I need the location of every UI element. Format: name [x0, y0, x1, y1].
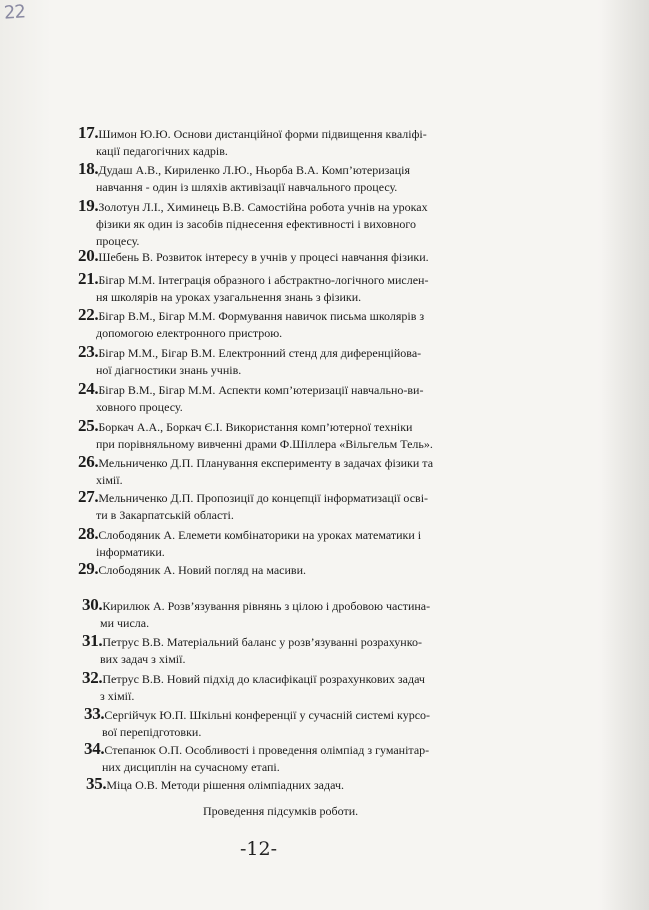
list-item: [78, 343, 421, 379]
item-text-cont: ти в Закарпатській області.: [96, 508, 234, 522]
item-text: Шебень В. Розвиток інтересу в учнів у процесі навчання фізики.: [98, 250, 429, 264]
list-item: [78, 306, 424, 342]
item-text: Кирилюк А. Розв’язування рівнянь з цілою і дробовою частина-: [102, 599, 431, 613]
item-text: Мельниченко Д.П. Планування експерименту в задачах фізики та: [98, 456, 434, 470]
item-text: Сергійчук Ю.П. Шкільні конференції у сучасній системі курсо-: [104, 708, 431, 722]
item-text-cont: хімії.: [96, 473, 123, 487]
item-number: 26.: [78, 452, 99, 471]
item-number: 32.: [82, 668, 103, 687]
item-number: 34.: [84, 739, 105, 758]
item-number: 28.: [78, 524, 99, 543]
item-text: Золотун Л.І., Химинець В.В. Самостійна робота учнів на уроках: [98, 200, 428, 214]
item-text: Мельниченко Д.П. Пропозиції до концепції інформатизації осві-: [98, 491, 429, 505]
list-item: [78, 247, 429, 266]
item-text-cont: інформатики.: [96, 545, 165, 559]
item-text-cont: ми числа.: [100, 616, 150, 630]
list-item: [82, 669, 425, 705]
item-text: Міца О.В. Методи рішення олімпіадних задач.: [106, 778, 344, 792]
list-item: [78, 560, 306, 579]
item-text-cont: ня школярів на уроках узагальнення знань з фізики.: [96, 290, 362, 304]
item-text: Петрус В.В. Новий підхід до класифікації розрахункових задач: [102, 672, 425, 686]
item-text: Степанюк О.П. Особливості і проведення олімпіад з гуманітар-: [104, 743, 430, 757]
list-item: [78, 160, 410, 196]
item-number: 23.: [78, 342, 99, 361]
item-text: Боркач А.А., Боркач Є.І. Використання комп’ютерної техніки: [98, 420, 413, 434]
item-text-cont: навчання - один із шляхів активізації навчального процесу.: [96, 180, 398, 194]
list-item: [84, 740, 429, 776]
item-text: Бігар М.М., Бігар В.М. Електронний стенд для диференційова-: [98, 346, 422, 360]
item-number: 29.: [78, 559, 99, 578]
list-item: [84, 705, 430, 741]
closing-line: Проведення підсумків роботи.: [203, 804, 359, 818]
list-item: [78, 453, 433, 489]
item-text-cont: з хімії.: [100, 689, 135, 703]
list-item: [78, 525, 421, 561]
item-text-cont: кації педагогічних кадрів.: [96, 144, 228, 158]
item-text: Бігар В.М., Бігар М.М. Аспекти комп’ютеризації навчально-ви-: [98, 383, 424, 397]
item-text: Петрус В.В. Матеріальний баланс у розв’язуванні розрахунко-: [102, 635, 422, 649]
item-text-cont: вої перепідготовки.: [102, 725, 202, 739]
list-item: [82, 596, 430, 632]
item-text: Слободяник А. Новий погляд на масиви.: [98, 563, 307, 577]
item-number: 33.: [84, 704, 105, 723]
item-number: 21.: [78, 269, 99, 288]
item-text: Бігар В.М., Бігар М.М. Формування навичок письма школярів з: [98, 309, 425, 323]
list-item: [82, 632, 422, 668]
item-number: 30.: [82, 595, 103, 614]
item-number: 24.: [78, 379, 99, 398]
item-text-cont: вих задач з хімії.: [100, 652, 186, 666]
item-number: 19.: [78, 196, 99, 215]
item-text: Бігар М.М. Інтеграція образного і абстрактно-логічного мислен-: [98, 273, 429, 287]
item-text-cont: процесу.: [96, 234, 140, 248]
page-number: -12-: [240, 838, 278, 860]
item-number: 27.: [78, 487, 99, 506]
item-number: 25.: [78, 416, 99, 435]
item-number: 22.: [78, 305, 99, 324]
list-item: [78, 124, 427, 160]
item-text-cont: них дисциплін на сучасному етапі.: [102, 760, 280, 774]
list-item: [78, 197, 428, 250]
item-text-cont: ної діагностики знань учнів.: [96, 363, 242, 377]
item-number: 35.: [86, 774, 107, 793]
item-text-cont: ховного процесу.: [96, 400, 183, 414]
item-text: Слободяник А. Елемети комбінаторики на уроках математики і: [98, 528, 422, 542]
item-number: 18.: [78, 159, 99, 178]
list-item: [78, 488, 428, 524]
item-text-cont: допомогою електронного пристрою.: [96, 326, 283, 340]
item-number: 17.: [78, 123, 99, 142]
item-number: 31.: [82, 631, 103, 650]
item-text: Шимон Ю.Ю. Основи дистанційної форми підвищення кваліфі-: [98, 127, 427, 141]
list-item: [78, 417, 433, 453]
item-text-cont: фізики як один із засобів піднесення ефективності і виховного: [96, 217, 416, 231]
list-item: [86, 775, 344, 794]
list-item: [78, 380, 423, 416]
item-number: 20.: [78, 246, 99, 265]
item-text-cont: при порівняльному вивченні драми Ф.Шіллера «Вільгельм Тель».: [96, 437, 433, 451]
item-text: Дудаш А.В., Кириленко Л.Ю., Ньорба В.А. Комп’ютеризація: [98, 163, 410, 177]
list-item: [78, 270, 428, 306]
corner-handwritten-number: 22: [3, 1, 26, 24]
